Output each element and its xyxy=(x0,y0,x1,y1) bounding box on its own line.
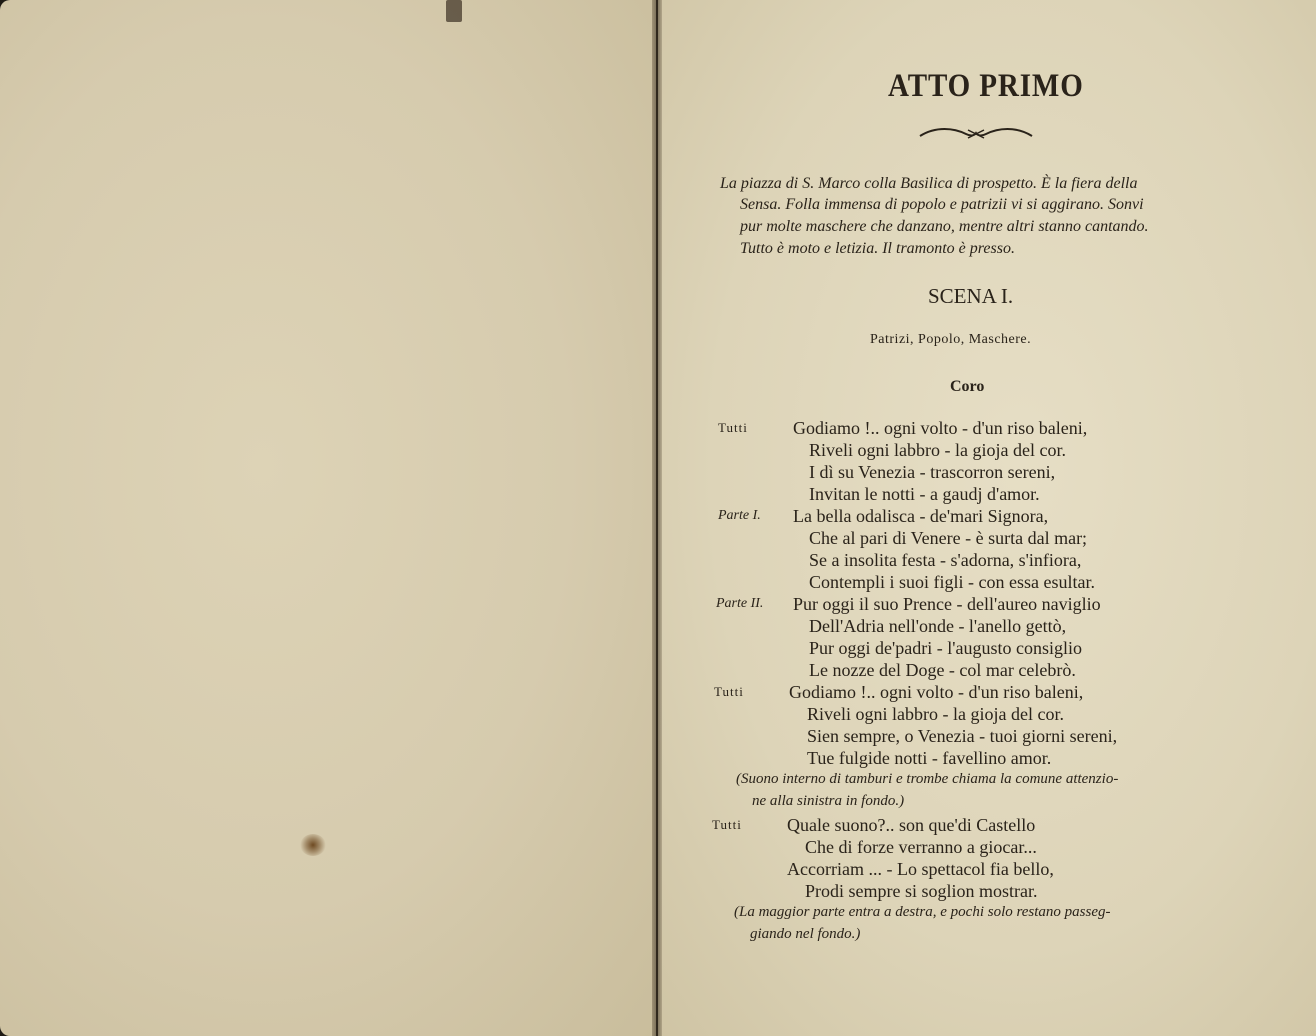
verse-line: I dì su Venezia - trascorron sereni, xyxy=(809,462,1056,482)
verse-line: Prodi sempre si soglion mostrar. xyxy=(805,881,1038,901)
verse-line: Riveli ogni labbro - la gioja del cor. xyxy=(807,704,1064,724)
stage-direction-line: Tutto è moto e letizia. Il tramonto è presso. xyxy=(740,240,1015,257)
page-blemish xyxy=(446,0,462,22)
verse-line: Le nozze del Doge - col mar celebrò. xyxy=(809,660,1076,680)
verse-line: Accorriam ... - Lo spettacol fia bello, xyxy=(787,859,1054,879)
speaker-label: Parte I. xyxy=(718,508,761,523)
verse-line: Invitan le notti - a gaudj d'amor. xyxy=(809,484,1040,504)
verse-line: Che di forze verranno a giocar... xyxy=(805,837,1037,857)
verse-line: Riveli ogni labbro - la gioja del cor. xyxy=(809,440,1066,460)
stage-direction-line: (Suono interno di tamburi e trombe chiama la comune attenzio- xyxy=(736,771,1119,787)
stage-direction-line: ne alla sinistra in fondo.) xyxy=(752,793,905,809)
speaker-label: Parte II. xyxy=(716,596,764,611)
chorus-heading: Coro xyxy=(950,378,985,395)
verse-line: Godiamo !.. ogni volto - d'un riso baleni, xyxy=(789,682,1084,702)
verse-line: Che al pari di Venere - è surta dal mar; xyxy=(809,528,1088,548)
verse-line: Pur oggi de'padri - l'augusto consiglio xyxy=(809,638,1082,658)
verse-line: Godiamo !.. ogni volto - d'un riso baleni, xyxy=(793,418,1088,438)
act-heading: ATTO PRIMO xyxy=(888,68,1084,104)
character-list: Patrizi, Popolo, Maschere. xyxy=(870,332,1032,347)
verse-line: Dell'Adria nell'onde - l'anello gettò, xyxy=(809,616,1067,636)
stage-direction-line: giando nel fondo.) xyxy=(750,926,861,942)
speaker-label: Tutti xyxy=(718,420,748,435)
stage-direction-line: Sensa. Folla immensa di popolo e patrizii vi si aggirano. Sonvi xyxy=(740,196,1144,213)
verse-line: Tue fulgide notti - favellino amor. xyxy=(807,748,1052,768)
stage-direction-line: pur molte maschere che danzano, mentre altri stanno cantando. xyxy=(740,218,1149,235)
scene-title: SCENA I. xyxy=(928,284,1014,308)
speaker-label: Tutti xyxy=(712,817,742,832)
verse-line: Quale suono?.. son que'di Castello xyxy=(787,815,1036,835)
verse-line: Pur oggi il suo Prence - dell'aureo naviglio xyxy=(793,594,1101,614)
flourish-ornament-icon xyxy=(918,124,1034,149)
book-gutter xyxy=(652,0,662,1036)
verse-line: La bella odalisca - de'mari Signora, xyxy=(793,506,1049,526)
verse-line: Contempli i suoi figli - con essa esultar. xyxy=(809,572,1095,592)
left-page xyxy=(0,0,656,1036)
verse-line: Sien sempre, o Venezia - tuoi giorni sereni, xyxy=(807,726,1118,746)
stage-direction-line: (La maggior parte entra a destra, e pochi solo restano passeg- xyxy=(734,904,1111,920)
speaker-label: Tutti xyxy=(714,684,744,699)
ink-stain xyxy=(300,834,326,856)
verse-line: Se a insolita festa - s'adorna, s'infiora, xyxy=(809,550,1082,570)
stage-direction-line: La piazza di S. Marco colla Basilica di prospetto. È la fiera della xyxy=(720,175,1138,192)
